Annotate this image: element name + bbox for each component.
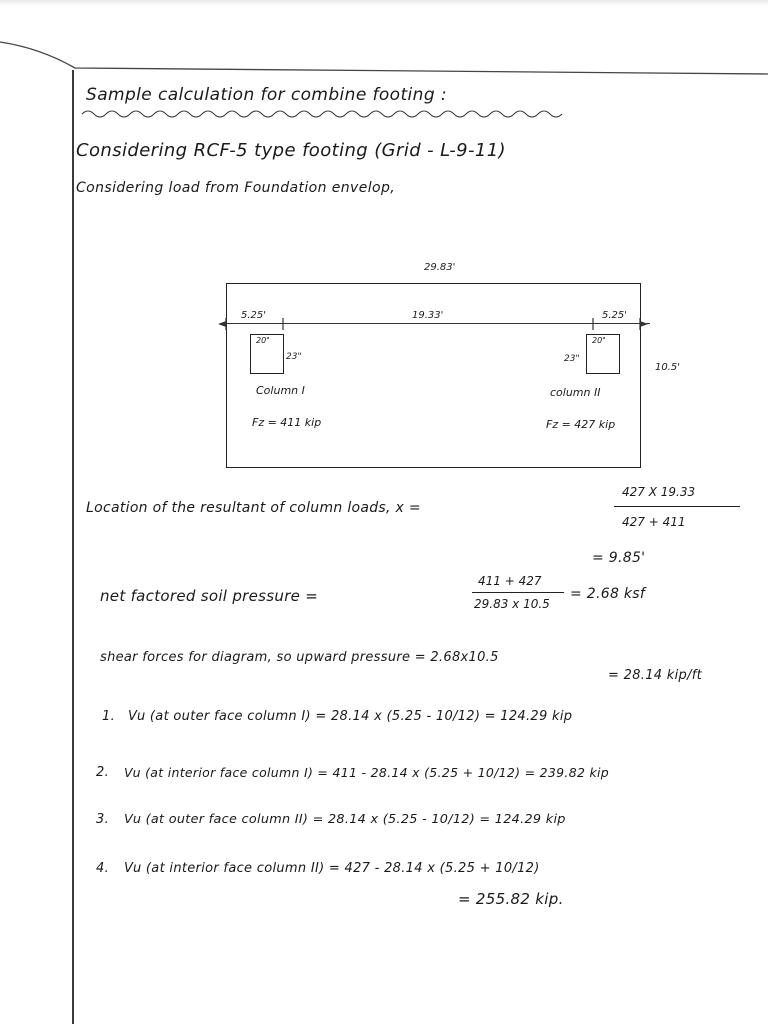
- column-1-depth: 23": [286, 352, 302, 362]
- shear-intro-line-1: shear forces for diagram, so upward pressure = 2.68x10.5: [100, 650, 499, 665]
- item-2-number: 2.: [96, 765, 110, 780]
- item-4-result: = 255.82 kip.: [458, 890, 564, 908]
- item-2-text: Vu (at interior face column I) = 411 - 28.14 x (5.25 + 10/12) = 239.82 kip: [124, 765, 610, 780]
- resultant-denominator: 427 + 411: [622, 515, 686, 529]
- column-1-name: Column I: [256, 384, 305, 397]
- resultant-result: = 9.85': [592, 550, 646, 566]
- soil-pressure-label: net factored soil pressure =: [100, 587, 319, 605]
- item-3-text: Vu (at outer face column II) = 28.14 x (5.25 - 10/12) = 124.29 kip: [124, 812, 566, 827]
- page-title: Sample calculation for combine footing :: [86, 85, 447, 105]
- load-source-line: Considering load from Foundation envelop,: [76, 180, 396, 196]
- top-rule-line: [0, 28, 768, 88]
- resultant-label: Location of the resultant of column loads, x =: [86, 500, 421, 516]
- soil-pressure-result: = 2.68 ksf: [570, 586, 646, 602]
- margin-line: [72, 70, 74, 1024]
- column-1-width: 20": [256, 336, 270, 345]
- total-length-label: 29.83': [424, 262, 456, 273]
- column-1-load: Fz = 411 kip: [252, 416, 322, 429]
- page-top-edge: [0, 0, 768, 6]
- shear-intro-line-2: = 28.14 kip/ft: [608, 668, 703, 683]
- column-2-load: Fz = 427 kip: [546, 418, 616, 431]
- column-2-name: column II: [550, 386, 601, 399]
- item-4-text: Vu (at interior face column II) = 427 - 28.14 x (5.25 + 10/12): [124, 861, 540, 876]
- column-2-depth: 23": [564, 354, 580, 364]
- soil-numerator: 411 + 427: [478, 574, 542, 588]
- item-4-number: 4.: [96, 861, 110, 876]
- title-underline: [80, 100, 580, 124]
- item-3-number: 3.: [96, 812, 110, 827]
- item-1-text: Vu (at outer face column I) = 28.14 x (5.25 - 10/12) = 124.29 kip: [128, 709, 573, 724]
- soil-denominator: 29.83 x 10.5: [474, 597, 550, 611]
- footing-width-label: 10.5': [655, 362, 681, 373]
- footing-type-line: Considering RCF-5 type footing (Grid - L-9-11): [76, 140, 506, 161]
- left-overhang-label: 5.25': [241, 310, 267, 321]
- soil-fraction-bar: [472, 592, 564, 593]
- item-1-number: 1.: [102, 709, 116, 724]
- right-overhang-label: 5.25': [602, 310, 628, 321]
- column-2-width: 20": [592, 336, 606, 345]
- resultant-numerator: 427 X 19.33: [622, 485, 696, 499]
- footing-sketch: [210, 250, 710, 480]
- resultant-fraction-bar: [614, 506, 740, 507]
- middle-span-label: 19.33': [412, 310, 444, 321]
